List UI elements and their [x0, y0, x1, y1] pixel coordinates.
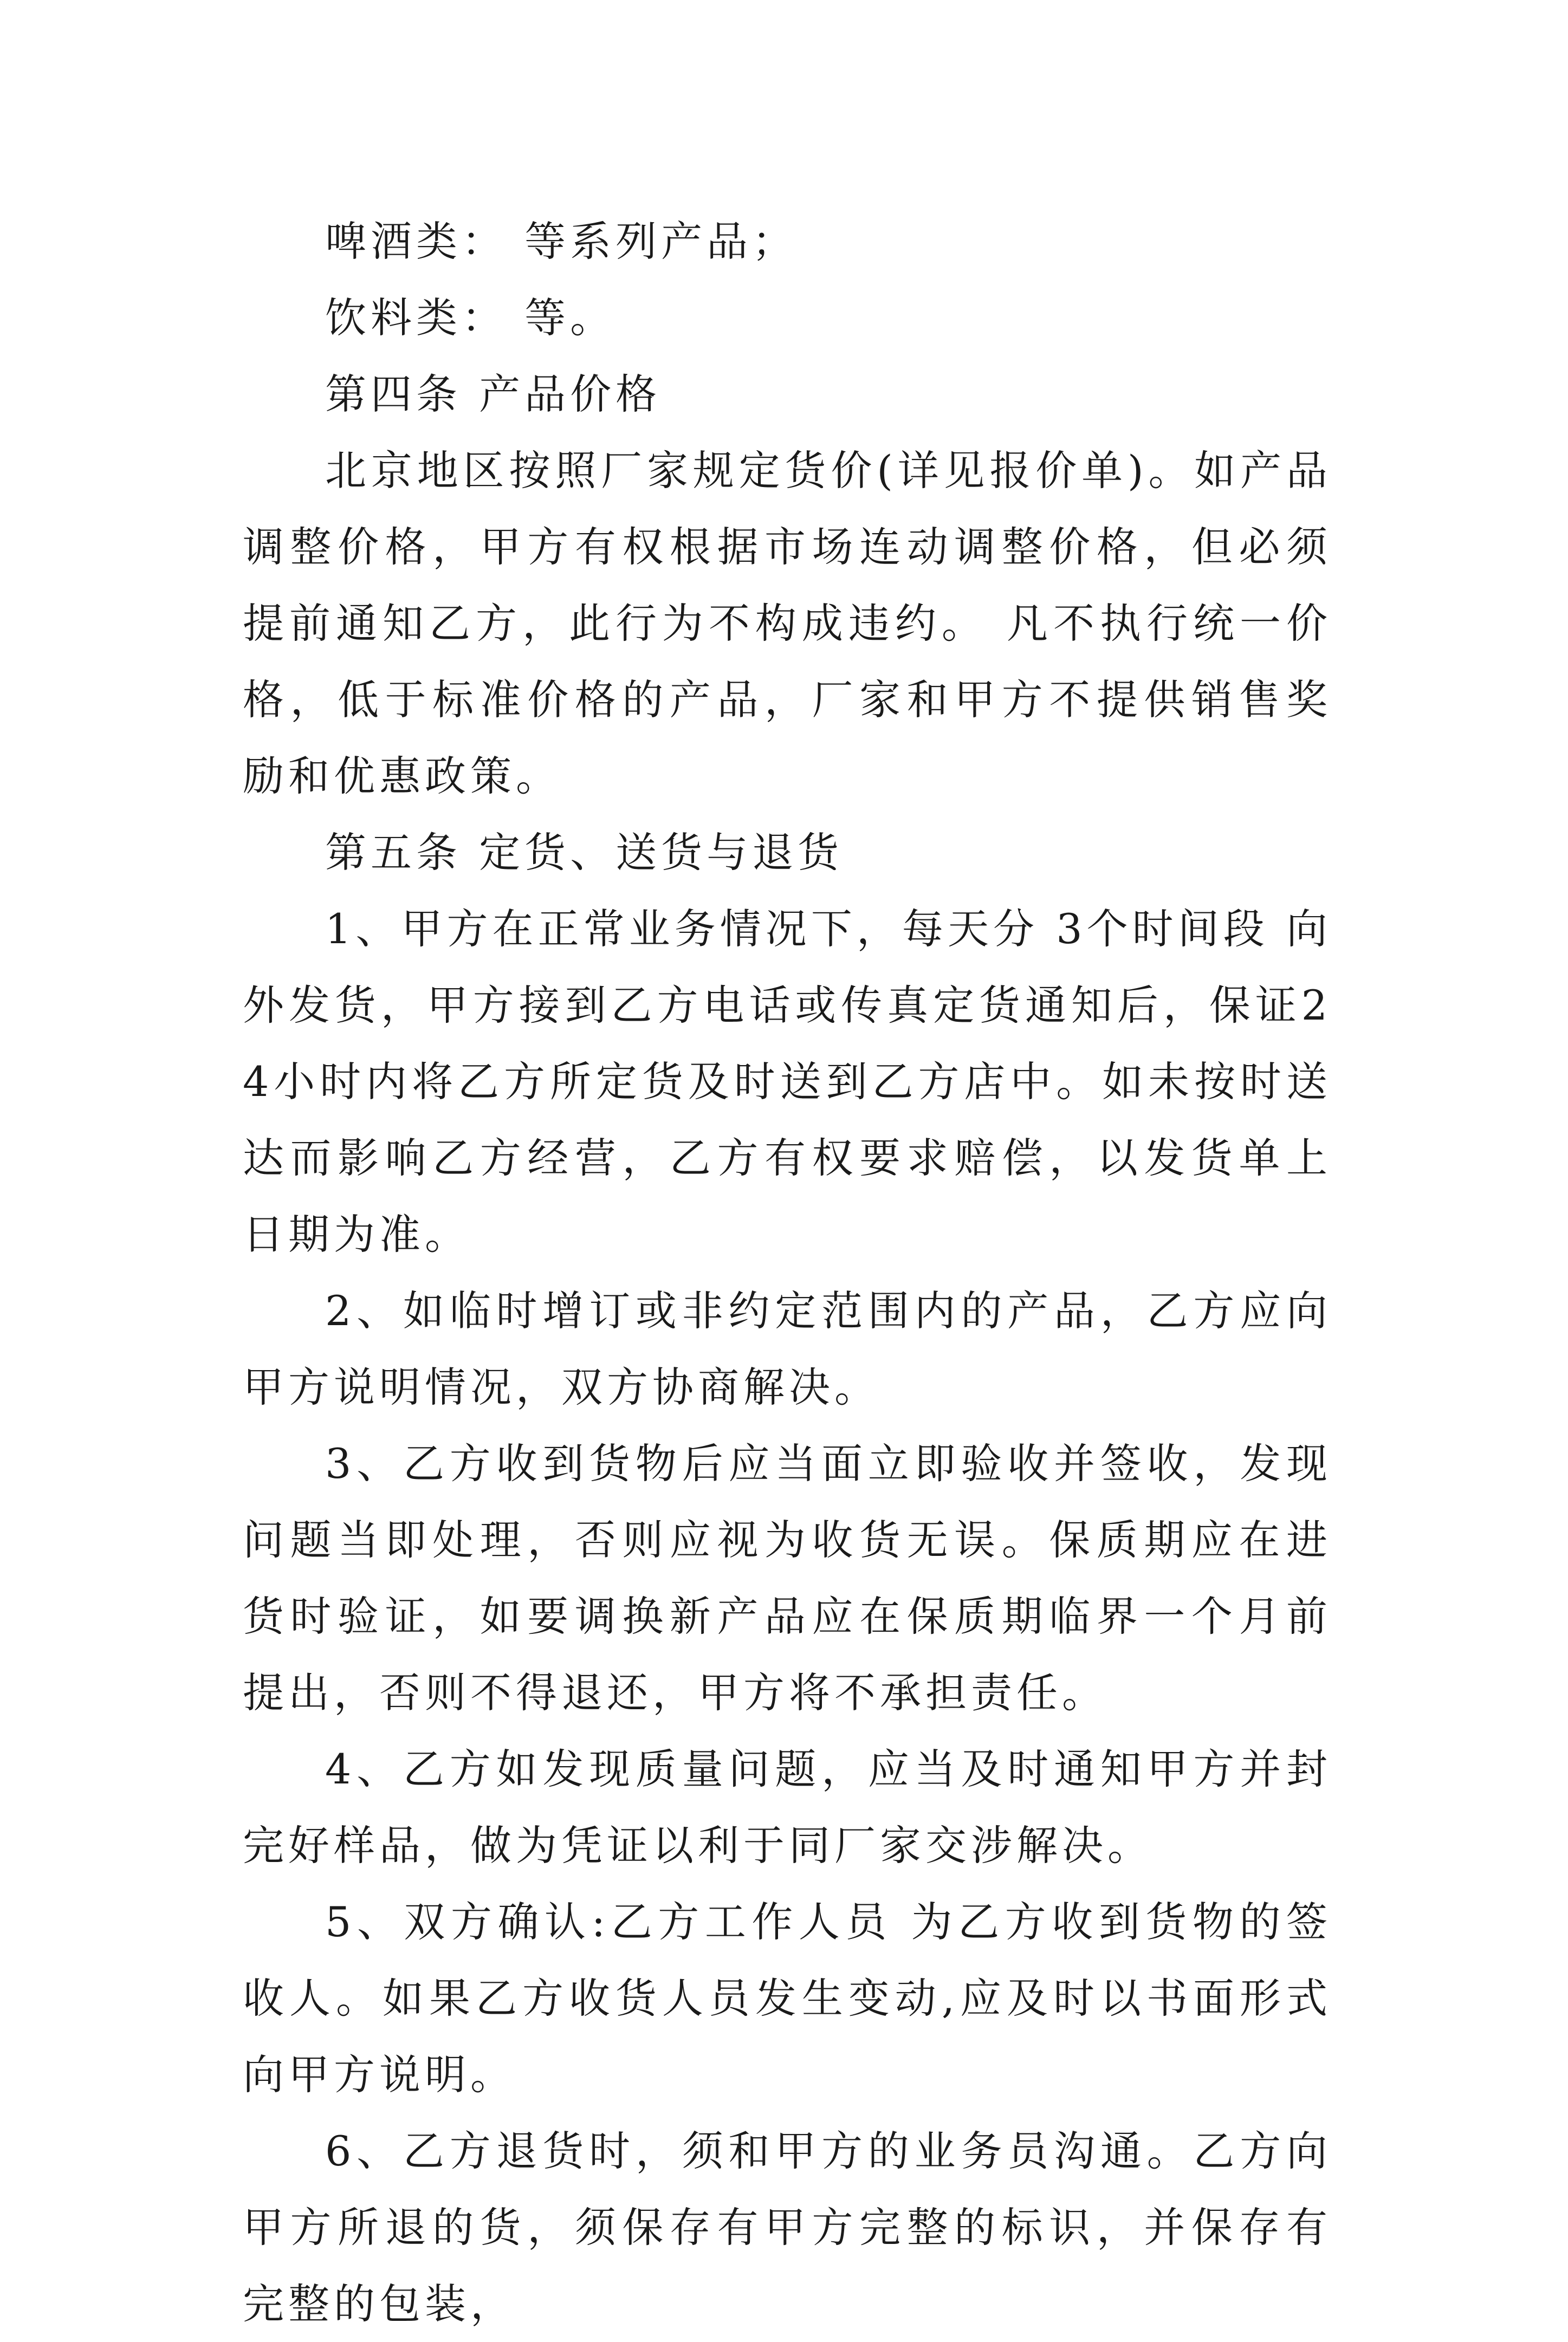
- clause-4: 4、乙方如发现质量问题，应当及时通知甲方并封完好样品，做为凭证以利于同厂家交涉解决。: [243, 1745, 1332, 1870]
- clause-6: 6、乙方退货时，须和甲方的业务员沟通。乙方向甲方所退的货，须保存有甲方完整的标识，并保存有完整的包装，: [243, 2127, 1332, 2328]
- paragraph-beer: 啤酒类： 等系列产品；: [325, 217, 798, 265]
- paragraph-pricing: 北京地区按照厂家规定货价(详见报价单)。如产品调整价格，甲方有权根据市场连动调整价格，但必须提前通知乙方，此行为不构成违约。 凡不执行统一价格，低于标准价格的产品，厂家和甲方不提供销售奖励和优惠政策。: [243, 446, 1332, 800]
- clause-3: 3、乙方收到货物后应当面立即验收并签收，发现问题当即处理，否则应视为收货无误。保质期应在进货时验证，如要调换新产品应在保质期临界一个月前提出，否则不得退还，甲方将不承担责任。: [243, 1439, 1332, 1717]
- clause-2: 2、如临时增订或非约定范围内的产品，乙方应向甲方说明情况，双方协商解决。: [243, 1287, 1332, 1411]
- clause-1: 1、甲方在正常业务情况下，每天分 3个时间段 向外发货，甲方接到乙方电话或传真定货通知后，保证24小时内将乙方所定货及时送到乙方店中。如未按时送达而影响乙方经营，乙方有权要求赔偿，以发货单上日期为准。: [243, 905, 1332, 1258]
- clause-5: 5、双方确认:乙方工作人员 为乙方收到货物的签收人。如果乙方收货人员发生变动,应及时以书面形式向甲方说明。: [243, 1898, 1332, 2099]
- document-body: [243, 203, 1332, 2342]
- section-heading-article-5: 第五条 定货、送货与退货: [325, 828, 844, 877]
- section-heading-article-4: 第四条 产品价格: [325, 370, 662, 418]
- paragraph-beverage: 饮料类： 等。: [325, 294, 616, 342]
